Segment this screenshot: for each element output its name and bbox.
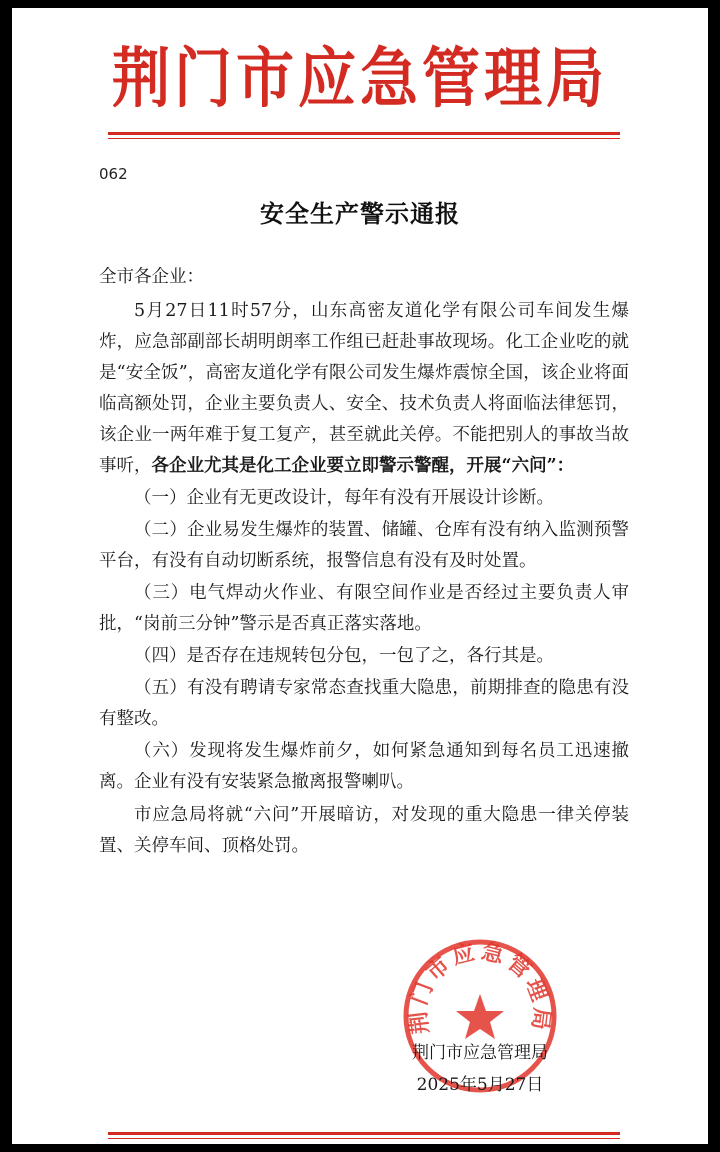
closing-paragraph: 市应急局将就“六问”开展暗访，对发现的重大隐患一律关停装置、关停车间、顶格处罚。	[99, 805, 629, 856]
document-number: 062	[99, 165, 128, 183]
salutation: 全市各企业：	[99, 267, 204, 287]
document-page	[12, 8, 708, 1144]
question-item-1: （一）企业有无更改设计，每年有没有开展设计诊断。	[134, 488, 554, 508]
intro-paragraph	[99, 296, 629, 482]
question-item-6: （六）发现将发生爆炸前夕，如何紧急通知到每名员工迅速撤离。企业有没有安装紧急撤离报警喇叭。	[99, 741, 629, 792]
intro-emphasis: 各企业尤其是化工企业要立即警示警醒，开展“六问”：	[151, 456, 575, 476]
letterhead-rule-thin	[108, 138, 620, 139]
question-item-4: （四）是否存在违规转包分包，一包了之，各行其是。	[134, 646, 554, 666]
document-body	[99, 262, 629, 862]
intro-text: 5月27日11时57分，山东高密友道化学有限公司车间发生爆炸，应急部副部长胡明朗率工作组已赶赴事故现场。化工企业吃的就是“安全饭”，高密友道化学有限公司发生爆炸震惊全国，该企业将面临高额处罚，企业主要负责人、安全、技术负责人将面临法律惩罚，该企业一两年难于复工复产，甚至就此关停。不能把别人的事故当故事听，	[99, 301, 629, 476]
question-item-5: （五）有没有聘请专家常态查找重大隐患，前期排查的隐患有没有整改。	[99, 678, 629, 729]
letterhead-title: 荆门市应急管理局	[111, 39, 608, 117]
footer-rule-thin	[108, 1138, 620, 1139]
document-title: 安全生产警示通报	[260, 200, 460, 228]
question-item-3: （三）电气焊动火作业、有限空间作业是否经过主要负责人审批，“岗前三分钟”警示是否真正落实落地。	[99, 583, 629, 634]
question-item-2: （二）企业易发生爆炸的装置、储罐、仓库有没有纳入监测预警平台，有没有自动切断系统，报警信息有没有及时处置。	[99, 520, 629, 571]
svg-text:荆门市应急管理局: 荆门市应急管理局	[405, 939, 555, 1036]
letterhead-rule-thick	[108, 132, 620, 135]
signature-date: 2025年5月27日	[416, 1075, 544, 1095]
signature-organization: 荆门市应急管理局	[412, 1043, 548, 1063]
footer-rule-thick	[108, 1132, 620, 1135]
